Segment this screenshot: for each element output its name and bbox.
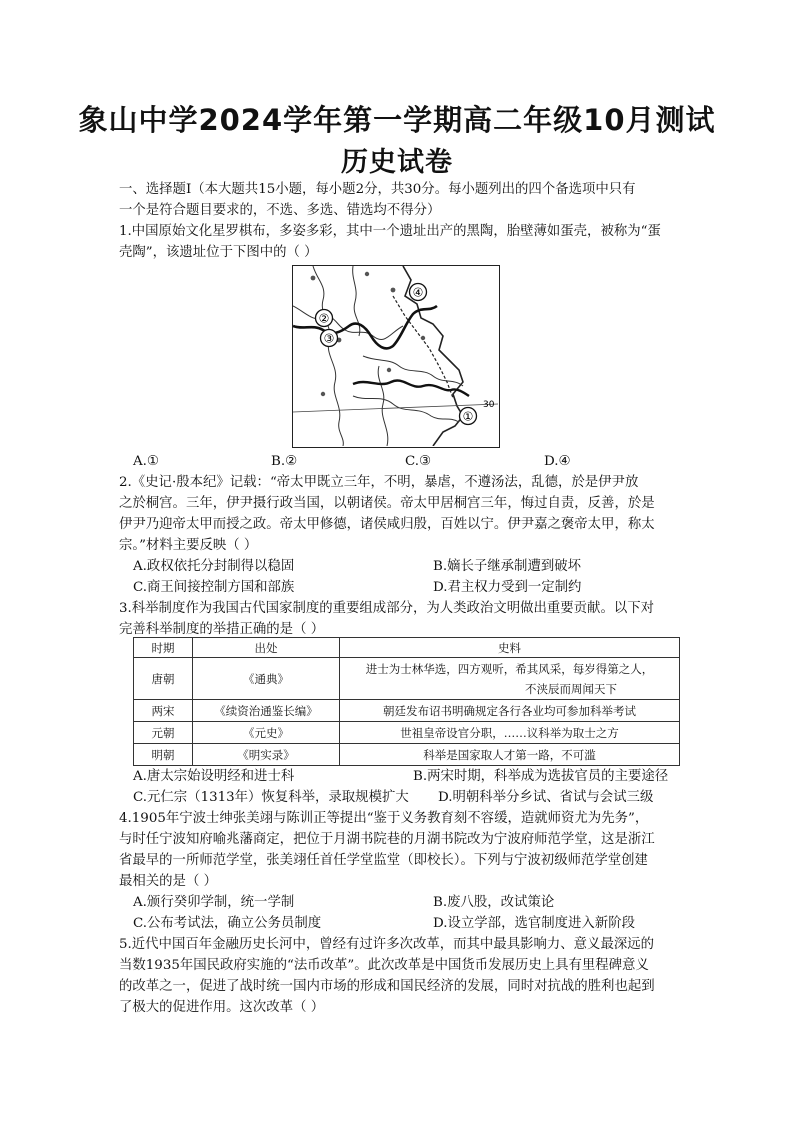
q4-stem-line-3: 省最早的一所师范学堂，张美翊任首任学堂监堂（即校长）。下列与宁波初级师范学堂创建	[119, 853, 648, 868]
table-row	[134, 722, 680, 744]
q1-option-c: C.③	[405, 454, 432, 469]
table-cell-material: 世祖皇帝设官分职，……议科举为取士之方	[340, 722, 680, 744]
q3-stem-line-2: 完善科举制度的举措正确的是（ ）	[119, 622, 325, 637]
map-yellow-river	[293, 306, 437, 348]
q1-option-b: B.②	[271, 454, 298, 469]
table-row	[134, 658, 680, 700]
q5-stem-line-2: 当数1935年国民政府实施的“法币改革”。此次改革是中国货币发展历史上具有里程碑意义	[119, 958, 649, 973]
q3-option-c: C.元仁宗（1313年）恢复科举，录取规模扩大	[133, 790, 409, 805]
table-cell-material-line-2: 不浃辰而周闻天下	[525, 681, 617, 696]
q3-option-a: A.唐太宗始设明经和进士科	[133, 769, 295, 784]
q4-stem-line-2: 与时任宁波知府喻兆藩商定，把位于月湖书院巷的月湖书院改为宁波府师范学堂，这是浙江	[119, 832, 655, 847]
table-cell-source: 《续资治通鉴长编》	[193, 700, 340, 722]
table-cell-material-line-1: 进士为士林华选，四方观听，希其风采，每岁得第之人，	[365, 661, 654, 676]
table-cell-material: 朝廷发布诏书明确规定各行各业均可参加科举考试	[340, 700, 680, 722]
table-header-row	[134, 638, 680, 658]
q1-option-d: D.④	[544, 454, 571, 469]
map-marker-1: ①	[462, 409, 474, 424]
table-cell-period: 元朝	[134, 722, 193, 744]
table-cell-material	[340, 658, 680, 700]
q1-option-a: A.①	[133, 454, 159, 469]
q3-stem-line-1: 3.科举制度作为我国古代国家制度的重要组成部分，为人类政治文明做出重要贡献。以下对	[119, 601, 655, 616]
page-title: 象山中学2024学年第一学期高二年级10月测试	[78, 103, 716, 137]
q4-option-d: D.设立学部，选官制度进入新阶段	[433, 916, 635, 931]
map-latitude-label: 30	[483, 400, 495, 410]
q2-option-d: D.君主权力受到一定制约	[433, 580, 582, 595]
section-intro-line-1: 一、选择题Ⅰ（本大题共15小题，每小题2分，共30分。每小题列出的四个备选项中只有	[119, 182, 636, 197]
map-marker-2: ②	[318, 311, 330, 326]
table-cell-source: 《明实录》	[193, 744, 340, 766]
q4-stem-line-1: 4.1905年宁波士绅张美翊与陈训正等提出“鉴于义务教育刻不容缓，造就师资尤为先务”，	[119, 811, 649, 826]
q2-stem-line-4: 宗。”材料主要反映（ ）	[119, 538, 258, 553]
q5-stem-line-3: 的改革之一，促进了战时统一国内市场的形成和国民经济的发展，同时对抗战的胜利也起到	[119, 979, 655, 994]
table-cell-material: 科举是国家取人才第一路，不可滥	[340, 744, 680, 766]
table-header-source: 出处	[193, 638, 340, 658]
table-header-material: 史料	[340, 638, 680, 658]
table-cell-source: 《通典》	[193, 658, 340, 700]
q1-map	[292, 265, 500, 448]
table-row	[134, 744, 680, 766]
table-cell-period: 明朝	[134, 744, 193, 766]
q3-option-b: B.两宋时期，科举成为选拔官员的主要途径	[413, 769, 669, 784]
map-boundary-a	[293, 306, 403, 340]
q1-stem-line-1: 1.中国原始文化星罗棋布，多姿多彩，其中一个遗址出产的黑陶，胎壁薄如蛋壳，被称为“蛋	[119, 224, 661, 239]
map-railway	[393, 296, 453, 398]
q5-stem-line-4: 了极大的促进作用。这次改革（ ）	[119, 1000, 325, 1015]
map-yangtze-river	[353, 380, 469, 396]
map-boundary-b	[313, 266, 343, 446]
table-header-period: 时期	[134, 638, 193, 658]
q2-option-b: B.嫡长子继承制遭到破坏	[433, 559, 582, 574]
q5-stem-line-1: 5.近代中国百年金融历史长河中，曾经有过许多次改革，而其中最具影响力、意义最深远的	[119, 937, 655, 952]
q2-option-c: C.商王间接控制方国和部族	[133, 580, 295, 595]
q4-option-b: B.废八股，改试策论	[433, 895, 555, 910]
q2-stem-line-3: 伊尹乃迎帝太甲而授之政。帝太甲修德，诸侯咸归殷，百姓以宁。伊尹嘉之褒帝太甲，称太	[119, 517, 655, 532]
q2-stem-line-2: 之於桐宫。三年，伊尹摄行政当国，以朝诸侯。帝太甲居桐宫三年，悔过自责，反善，於是	[119, 496, 655, 511]
q3-option-d: D.明朝科举分乡试、省试与会试三级	[438, 790, 654, 805]
table-row	[134, 700, 680, 722]
map-marker-3: ③	[323, 331, 335, 346]
page-subtitle: 历史试卷	[341, 147, 453, 178]
table-cell-source: 《元史》	[193, 722, 340, 744]
q3-source-table	[133, 637, 680, 766]
map-drawing	[293, 266, 498, 446]
section-intro-line-2: 一个是符合题目要求的，不选、多选、错选均不得分）	[119, 203, 441, 218]
q2-stem-line-1: 2.《史记·殷本纪》记载：“帝太甲既立三年，不明，暴虐，不遵汤法，乱德，於是伊尹放	[119, 475, 639, 490]
q2-option-a: A.政权依托分封制得以稳固	[133, 559, 295, 574]
table-cell-period: 两宋	[134, 700, 193, 722]
q4-option-a: A.颁行癸卯学制，统一学制	[133, 895, 295, 910]
map-marker-4: ④	[412, 285, 424, 300]
q1-stem-line-2: 壳陶”，该遗址位于下图中的（ ）	[119, 245, 318, 260]
q4-option-c: C.公布考试法，确立公务员制度	[133, 916, 322, 931]
table-cell-period: 唐朝	[134, 658, 193, 700]
map-boundary-f	[378, 366, 388, 446]
q4-stem-line-4: 最相关的是（ ）	[119, 874, 217, 889]
